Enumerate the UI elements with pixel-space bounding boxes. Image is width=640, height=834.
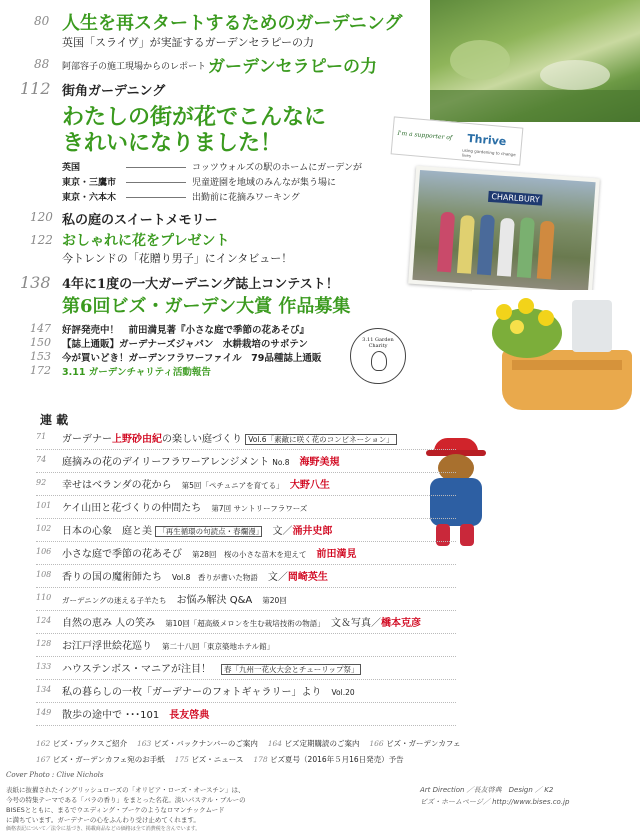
footer-items-line-2: 167 ビズ・ガーデンカフェ宛のお手紙 175 ビズ・ニュース 178 ビズ夏号（2016年５月16日発売）予告 <box>36 755 404 764</box>
footer-items-line-1: 162 ビズ・ブックスご紹介 163 ビズ・バックナンバーのご案内 164 ビズ定期購読のご案内 166 ビズ・ガーデンカフェ <box>36 739 461 748</box>
cover-photo-credit: Cover Photo : Clive Nichols <box>6 771 104 779</box>
website-credit: ビズ・ホームページ／ http://www.bises.co.jp <box>420 798 570 806</box>
garden-photo <box>430 0 640 122</box>
station-people-photo <box>408 166 600 297</box>
charity-seal-text: 3.11 Garden Charity <box>362 337 394 349</box>
feature-title-street-1: わたしの街が花でこんなに <box>62 105 327 130</box>
feature-intro-abe: 阿部容子の施工現場からのレポート <box>62 62 207 72</box>
feature-title-therapy: ガーデンセラピーの力 <box>208 57 377 77</box>
series-row: 102 日本の心象 庭と美 「再生循環の句読点・春爛漫」 文／涌井史郎 <box>36 518 456 542</box>
thrive-logo: Thrive <box>466 131 507 149</box>
page-number: 80 <box>34 14 50 28</box>
cover-text-line: BISESとともに、まるでウエディング・ブーケのようなロマンチックムード <box>6 806 225 814</box>
flower-basket-photo <box>472 290 640 420</box>
page-number: 172 <box>30 364 51 377</box>
series-row: 108 香りの国の魔術師たち Vol.8 香りが書いた物語 文／岡崎英生 <box>36 564 456 588</box>
series-row: 101 ケイ山田と花づくりの仲間たち 第7回 サントリーフラワーズ <box>36 495 456 519</box>
page-number: 88 <box>34 57 50 71</box>
series-header: 連 載 <box>40 413 69 427</box>
page-number: 153 <box>30 350 51 363</box>
cover-text-line: 表紙に抜擢されたイングリッシュローズの「オリビア・ローズ・オースチン」は、 <box>6 786 245 794</box>
feature-title-memory: 私の庭のスイートメモリー <box>62 213 218 228</box>
street-item: 東京・三鷹市 児童遊園を地域のみんなが集う場に <box>62 178 337 188</box>
feature-title-contest: 4年に1度の一大ガーデニング誌上コンテスト！ <box>62 277 339 292</box>
series-row: 74 庭摘みの花のデイリーフラワーアレンジメント No.8 海野美規 <box>36 449 456 473</box>
feature-kicker-street: 街角ガーデニング <box>62 84 166 99</box>
cover-text-line: に満ちています。ガーデナーの心をふんわり受け止めてくれます。 <box>6 816 200 824</box>
page-number: 122 <box>30 233 53 247</box>
charity-seal <box>350 328 406 384</box>
series-row: 149 散歩の途中で ･･･101 長友啓典 <box>36 702 456 726</box>
series-row: 128 お江戸浮世絵花巡り 第二十八回「東京築地ホテル館」 <box>36 633 456 657</box>
banner-tagline: using gardening to change lives <box>461 147 516 159</box>
page-number: 138 <box>20 273 51 292</box>
series-row: 92 幸せはベランダの花から 第5回「ペチュニアを育てる」 大野八生 <box>36 472 456 496</box>
short-item: 今が買いどき！ガーデンフラワーファイル 79品種誌上通販 <box>62 353 322 364</box>
series-row: 124 自然の恵み 人の笑み 第10回「超高級メロンを生む栽培技術の物語」 文＆写真／橋本克彦 <box>36 610 456 634</box>
series-row: 71 ガーデナー上野砂由紀の楽しい庭づくり Vol.6「素敵に咲く花のコンビネーション」 <box>36 426 456 450</box>
feature-title-thrive: 人生を再スタートするためのガーデニング <box>62 13 403 34</box>
series-row: 110 ガーデニングの迷える子羊たち お悩み解決 Q&A 第20回 <box>36 587 456 611</box>
series-row: 106 小さな庭で季節の花あそび 第28回 桜の小さな苗木を迎えて 前田満見 <box>36 541 456 565</box>
series-row: 134 私の暮らしの一枚「ガーデナーのフォトギャラリー」より Vol.20 <box>36 679 456 703</box>
banner-label: I'm a supporter of <box>397 129 453 142</box>
series-row: 133 ハウステンボス・マニアが注目！ 春「九州一花火大会とチューリップ祭」 <box>36 656 456 680</box>
art-direction-credit: Art Direction ／長友啓典 Design ／ K2 <box>420 786 554 794</box>
feature-subtitle-thrive: 英国「スライヴ」が実証するガーデンセラピーの力 <box>62 36 315 49</box>
feature-title-contest-2: 第6回ビズ・ガーデン大賞 作品募集 <box>62 296 351 317</box>
feature-title-street-2: きれいになりました！ <box>62 131 283 156</box>
feature-title-present: おしゃれに花をプレゼント <box>62 233 230 249</box>
street-item: 東京・六本木 出勤前に花摘みワーキング <box>62 193 300 203</box>
charlbury-sign: CHARLBURY <box>488 191 543 206</box>
short-item: 好評発売中！ 前田満見著『小さな庭で季節の花あそび』 <box>62 325 310 336</box>
short-item: 3.11 ガーデンチャリティ活動報告 <box>62 367 211 378</box>
street-item: 英国 コッツウォルズの駅のホームにガーデンが <box>62 163 363 173</box>
page-number: 147 <box>30 322 51 335</box>
cover-text-line: 今号の特集テーマである「バラの香り」をまとった名花。淡いパステル・ブルーの <box>6 796 246 804</box>
page-number: 120 <box>30 210 53 224</box>
fine-print: 価格表記について／法令に基づき、掲載商品などの価格は全て消費税を含んでいます。 <box>6 826 201 832</box>
feature-subtitle-present: 今トレンドの「花贈り男子」にインタビュー！ <box>62 252 293 265</box>
thrive-banner <box>391 116 524 165</box>
page-number: 150 <box>30 336 51 349</box>
page-number: 112 <box>20 79 51 98</box>
short-item: 【誌上通販】ガーデナーズジャパン 水耕栽培のサボテン <box>62 339 308 350</box>
